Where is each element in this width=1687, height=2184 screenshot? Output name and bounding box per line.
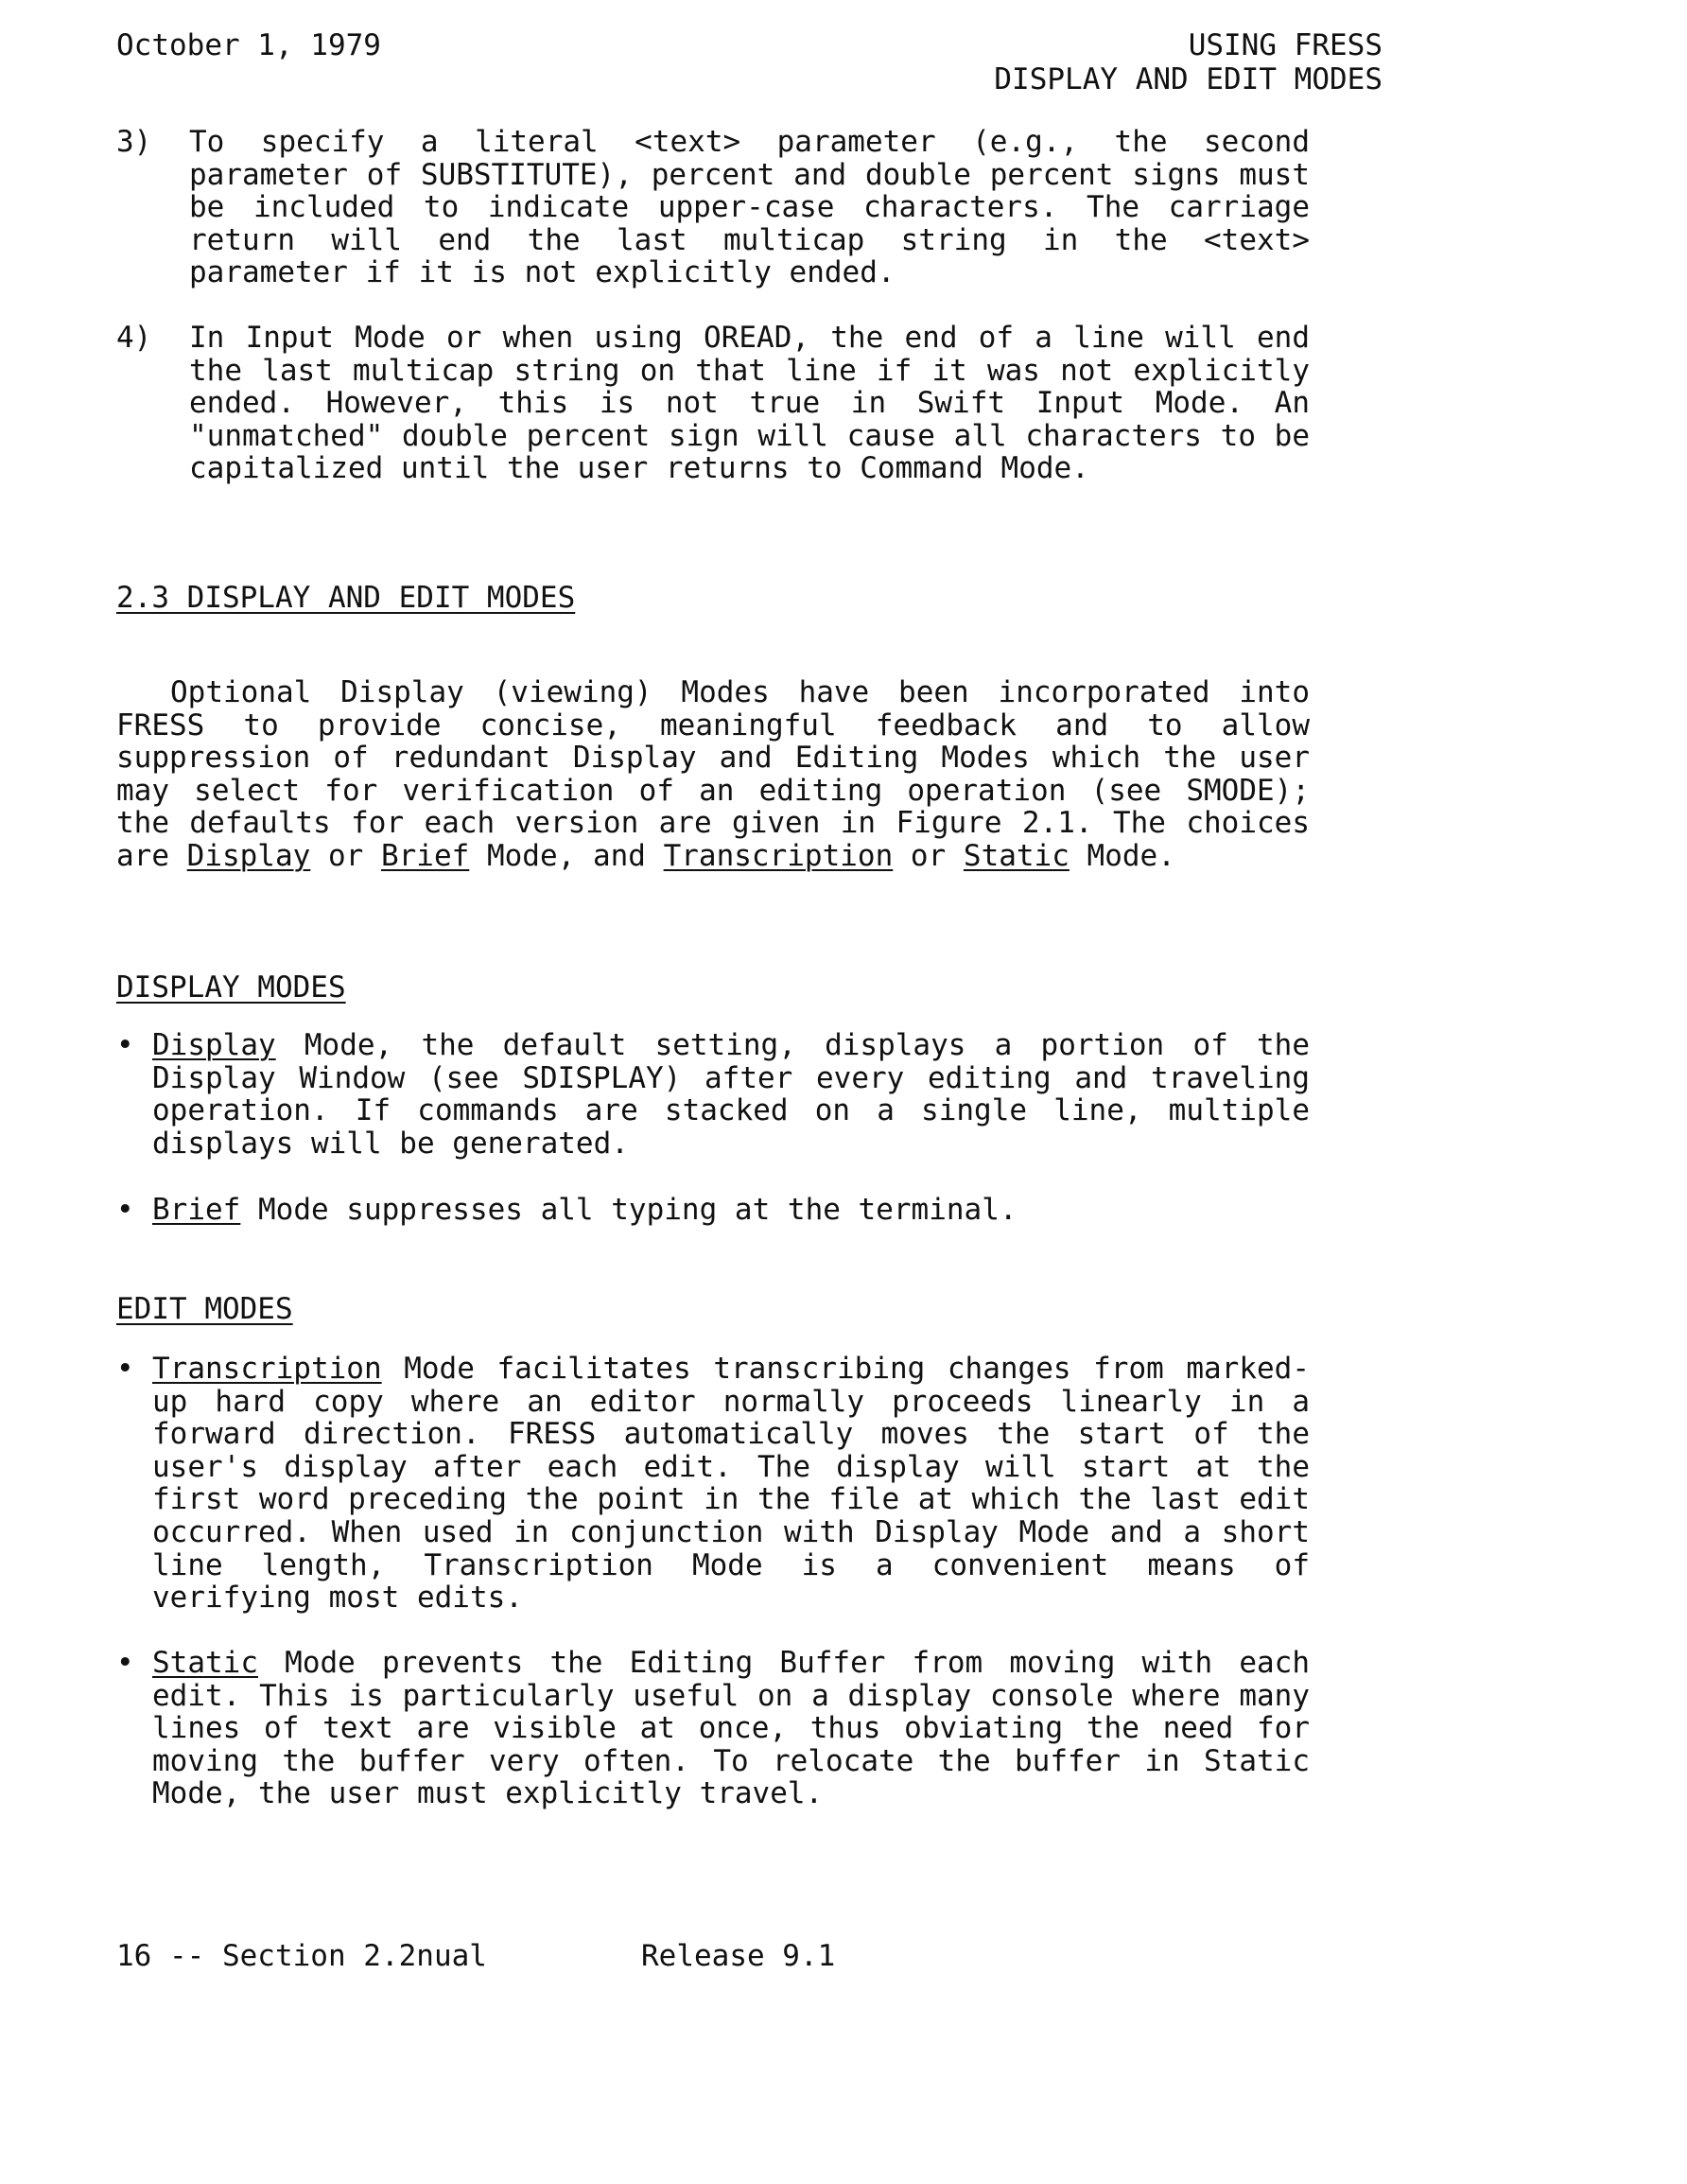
bullet-icon: •: [116, 1646, 134, 1680]
bullet-description: Mode prevents the Editing Buffer from moving with each edit. This is particularly useful on a display console where many lines of text are visible at once, thus obviating the need for moving the buffer very often. To relocate the buffer in Static Mode, the user must explicitly travel.: [152, 1646, 1310, 1811]
bullet-text: [152, 1194, 1310, 1227]
term-static-mode: Static: [152, 1646, 258, 1680]
item-number: 3): [116, 125, 152, 159]
item-number: 4): [116, 321, 152, 355]
header-title-line1: USING FRESS: [1188, 28, 1383, 62]
term-transcription: Transcription: [663, 838, 894, 873]
term-brief-mode: Brief: [152, 1193, 241, 1227]
intro-text-after: Mode.: [1069, 838, 1175, 873]
header-title-line2: DISPLAY AND EDIT MODES: [994, 62, 1383, 96]
term-display-mode: Display: [152, 1028, 276, 1062]
item-text: In Input Mode or when using OREAD, the end of a line will end the last multicap string on that line if it was not explicitly ended. However, this is not true in Swift Input Mode. An "unmatched" double percent sign will cause all characters to be capitalized until the user returns to Command Mode.: [189, 321, 1310, 486]
footer-release: Release 9.1: [641, 1939, 836, 1973]
header-title: [994, 28, 1383, 96]
term-static: Static: [963, 838, 1070, 873]
item-text: To specify a literal <text> parameter (e.g., the second parameter of SUBSTITUTE), percent and double percent signs must be included to indicate upper-case characters. The carriage return will end the last multicap string in the <text> parameter if it is not explicitly ended.: [189, 125, 1310, 290]
intro-mid: Mode, and: [469, 838, 664, 873]
intro-text-before: Optional Display (viewing) Modes have been incorporated into FRESS to provide concise, meaningful feedback and to allow suppression of redundant Display and Editing Modes which the user may select for verification of an editing operation (see SMODE); the defaults for each version are given in Figure 2.1. The choices are: [116, 675, 1310, 873]
bullet-text: [152, 1647, 1310, 1810]
term-display: Display: [186, 838, 311, 873]
edit-modes-heading: EDIT MODES: [116, 1292, 293, 1326]
intro-or-2: or: [893, 838, 964, 873]
bullet-description: Mode facilitates transcribing changes from marked-up hard copy where an editor normally proceeds linearly in a forward direction. FRESS automatically moves the start of the user's display after each edit. The display will start at the first word preceding the point in the file at which the last edit occurred. When used in conjunction with Display Mode and a short line length, Transcription Mode is a convenient means of verifying most edits.: [152, 1352, 1310, 1616]
term-transcription-mode: Transcription: [152, 1352, 382, 1386]
bullet-icon: •: [116, 1028, 134, 1062]
bullet-icon: •: [116, 1352, 134, 1386]
display-modes-heading: DISPLAY MODES: [116, 970, 346, 1005]
section-heading: 2.3 DISPLAY AND EDIT MODES: [116, 581, 576, 615]
bullet-text: [152, 1029, 1310, 1160]
header-date: October 1, 1979: [116, 28, 381, 62]
footer-page-section: 16 -- Section 2.2nual: [116, 1939, 487, 1973]
bullet-description: Mode, the default setting, displays a portion of the Display Window (see SDISPLAY) after every editing and traveling operation. If commands are stacked on a single line, multiple displays will be generated.: [152, 1028, 1310, 1161]
bullet-text: [152, 1353, 1310, 1615]
term-brief: Brief: [380, 838, 470, 873]
intro-paragraph: [116, 676, 1310, 873]
bullet-description: Mode suppresses all typing at the terminal.: [240, 1193, 1017, 1227]
intro-or-1: or: [310, 838, 381, 873]
bullet-icon: •: [116, 1193, 134, 1227]
